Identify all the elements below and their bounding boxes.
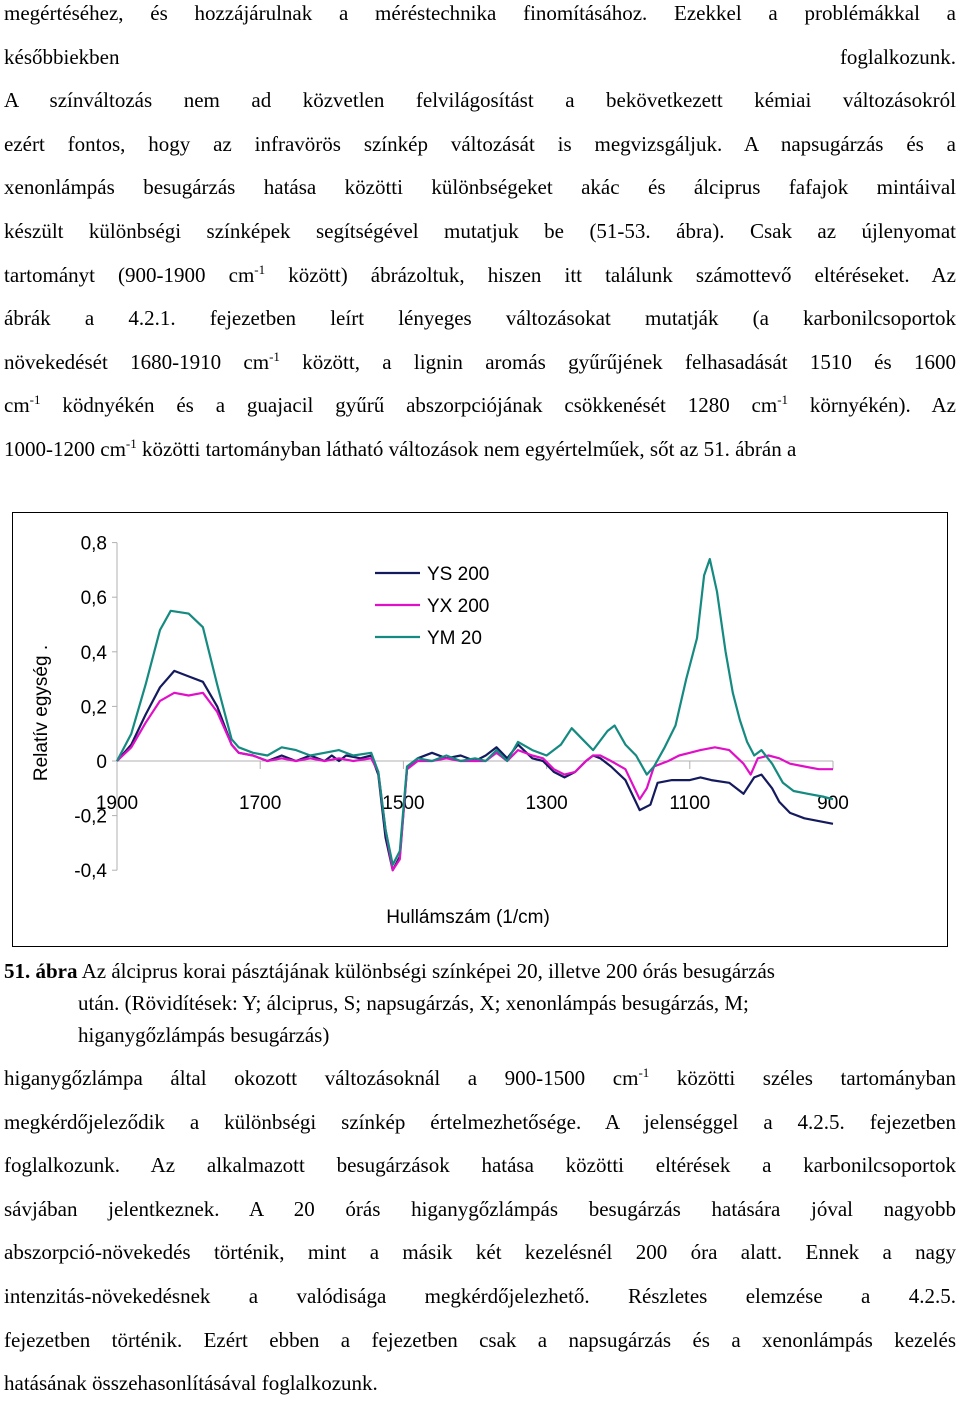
body-paragraph-bottom (4, 1057, 956, 1406)
text-segment: intenzitás-növekedésnek a valódisága megkérdőjelezhető. Részletes elemzése a 4.2.5. (4, 1283, 956, 1308)
text-segment: ábrák a 4.2.1. fejezetben leírt lényeges változásokat mutatják (a karbonilcsoportok (4, 306, 956, 331)
text-line (4, 1231, 956, 1275)
caption-line-3: higanygőzlámpás besugárzás) (78, 1023, 330, 1047)
text-line (4, 341, 956, 385)
text-segment: cm (4, 393, 30, 418)
text-segment: A színváltozás nem ad közvetlen felvilágosítást a bekövetkezett kémiai változásokról (4, 88, 956, 113)
legend-label: YM 20 (427, 628, 482, 649)
text-line (4, 428, 956, 472)
text-line (4, 36, 956, 80)
text-segment: készült különbségi színképek segítségével mutatjuk be (51-53. ábra). Csak az újlenyomat (4, 218, 956, 243)
text-line (4, 210, 956, 254)
superscript: -1 (125, 435, 137, 451)
text-segment: későbbiekben foglalkozunk. (4, 44, 956, 69)
text-line (4, 1144, 956, 1188)
x-tick-label: 1300 (525, 793, 568, 814)
legend-label: YX 200 (427, 596, 490, 617)
x-axis-title: Hullámszám (1/cm) (386, 907, 550, 928)
body-paragraph-top (4, 0, 956, 472)
text-segment: között) ábrázoltuk, hiszen itt találunk számottevő eltéréseket. Az (265, 262, 956, 287)
caption-label: 51. ábra (4, 959, 78, 983)
y-tick-label: -0,4 (74, 861, 107, 883)
text-line (4, 384, 956, 428)
text-segment: foglalkozunk. Az alkalmazott besugárzások hatása közötti eltérések a karbonilcsoportok (4, 1153, 956, 1178)
y-tick-label: 0,4 (80, 642, 107, 664)
text-line (4, 79, 956, 123)
figure-51-chart (12, 512, 948, 947)
text-segment: tartományt (900-1900 cm (4, 262, 255, 287)
text-segment: higanygőzlámpa által okozott változásoknál a 900-1500 cm (4, 1066, 639, 1090)
text-segment: közötti széles tartományban (649, 1066, 956, 1090)
text-line (4, 1057, 956, 1101)
superscript: -1 (638, 1065, 650, 1080)
superscript: -1 (29, 392, 41, 408)
text-segment: megkérdőjeleződik a különbségi színkép értelmezhetősége. A jelenséggel a 4.2.5. fejezetben (4, 1109, 956, 1134)
text-segment: sávjában jelentkeznek. A 20 órás higanygőzlámpás besugárzás hatására jóval nagyobb (4, 1196, 956, 1221)
y-tick-label: 0,8 (80, 533, 107, 555)
x-tick-label: 1100 (669, 793, 711, 814)
series-line-ys-200 (117, 671, 833, 870)
text-segment: megértéséhez, és hozzájárulnak a méréstechnika finomításához. Ezekkel a problémákkal a (4, 1, 956, 25)
x-tick-label: 1700 (239, 793, 282, 814)
text-segment: fejezetben történik. Ezért ebben a fejezetben csak a napsugárzás és a xenonlámpás kezelés (4, 1327, 956, 1352)
text-segment: környékén). Az (788, 393, 956, 418)
text-line (4, 1319, 956, 1363)
text-segment: közötti tartományban látható változások nem egyértelműek, sőt az 51. ábrán a (136, 436, 797, 461)
text-line (4, 1101, 956, 1145)
x-tick-label: 1500 (382, 793, 425, 814)
y-tick-label: -0,2 (74, 806, 107, 828)
y-tick-label: 0 (96, 752, 107, 773)
text-segment: között, a lignin aromás gyűrűjének felhasadását 1510 és 1600 (279, 349, 956, 374)
caption-line-2: után. (Rövidítések: Y; álciprus, S; napsugárzás, X; xenonlámpás besugárzás, M; (78, 991, 749, 1015)
text-segment: xenonlámpás besugárzás hatása közötti különbségeket akác és álciprus fafajok mintáival (4, 175, 956, 200)
figure-caption (4, 955, 956, 1051)
legend-label: YS 200 (427, 564, 490, 585)
x-tick-label: 1900 (95, 793, 139, 814)
text-segment: ezért fontos, hogy az infravörös színkép változását is megvizsgáljuk. A napsugárzás és a (4, 131, 956, 156)
text-segment: 1000-1200 cm (4, 436, 126, 461)
superscript: -1 (269, 348, 280, 364)
text-line (4, 254, 956, 298)
text-segment: abszorpció-növekedés történik, mint a másik két kezelésnél 200 óra alatt. Ennek a nagy (4, 1240, 956, 1265)
superscript: -1 (777, 392, 789, 408)
text-line (4, 123, 956, 167)
x-tick-label: 900 (817, 793, 849, 814)
caption-line-1 (4, 955, 956, 987)
text-segment: hatásának összehasonlításával foglalkozunk. (4, 1371, 378, 1396)
y-tick-label: 0,2 (80, 697, 107, 719)
y-axis-title: Relatív egység . (31, 644, 52, 782)
text-line (4, 297, 956, 341)
text-line (4, 1362, 956, 1406)
text-line (4, 1275, 956, 1319)
text-line (4, 0, 956, 36)
text-line (4, 166, 956, 210)
text-segment: növekedését 1680-1910 cm (4, 349, 270, 374)
caption-text-1: Az álciprus korai pásztájának különbségi színképei 20, illetve 200 órás besugárzás (77, 959, 775, 983)
text-segment: ködnyékén és a guajacil gyűrű abszorpciójának csökkenését 1280 cm (40, 393, 778, 418)
y-tick-label: 0,6 (80, 588, 107, 610)
chart-svg (13, 513, 947, 946)
text-line (4, 1188, 956, 1232)
superscript: -1 (254, 261, 266, 277)
